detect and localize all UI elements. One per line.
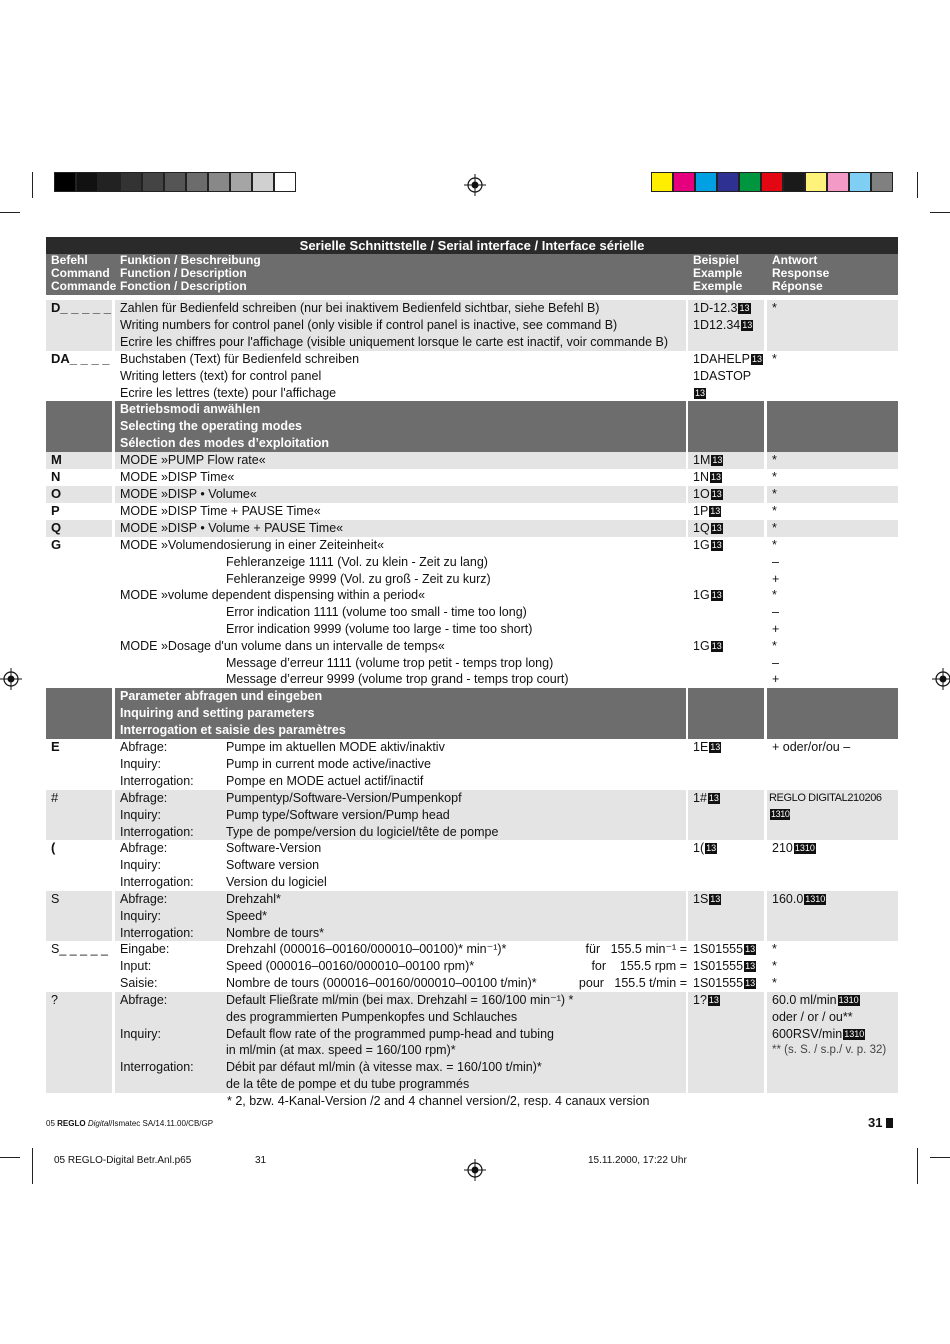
table-header: [46, 254, 898, 295]
command-d: D_ _ _ _ _: [46, 300, 112, 351]
cr-marker: 13: [745, 960, 756, 971]
example: 1G 13 1G 13 1G 13: [693, 538, 722, 653]
page-number: 31: [868, 1115, 893, 1130]
crop-mark: [32, 1148, 33, 1184]
cr-marker: 13: [710, 894, 721, 904]
command-da: DA_ _ _ _: [51, 351, 110, 366]
table-row: [46, 300, 898, 351]
cr-marker: 1310: [844, 1028, 865, 1039]
slug-file: 05 REGLO-Digital Betr.Anl.p65: [54, 1155, 192, 1166]
table-row: [46, 537, 898, 688]
table-title: Serielle Schnittstelle / Serial interface / Interface sérielle: [46, 237, 898, 254]
color-swatch: [805, 172, 827, 192]
header-function: Funktion / Beschreibung Function / Description Fonction / Description: [120, 253, 261, 293]
table-row: N MODE »DISP Time« 1N 13 *: [51, 469, 777, 484]
table-row: [46, 351, 898, 401]
crop-mark: [930, 1157, 950, 1158]
cr-marker: 1310: [794, 843, 815, 853]
description: MODE »Volumendosierung in einer Zeiteinheit« Fehleranzeige 1111 (Vol. zu klein - Zeit zu lang) Fehleranzeige 9999 (Vol. zu groß - Zeit zu kurz) MODE »volume dependent dispensing within a period« Error indication 1111 (volume too small - time too long) Error indication 9999 (volume too large - time too short) MODE »Dosage d'un volume dans un intervalle de temps« Message d’erreur 1111 (volume trop petit - temps trop long) Message d’erreur 9999 (volume trop grand - temps trop court): [120, 538, 569, 687]
registration-mark-icon: [464, 174, 486, 196]
color-swatch: [651, 172, 673, 192]
cr-marker: 13: [711, 523, 722, 533]
table-row: # Abfrage: Pumpentyp/Software-Version/Pumpenkopf Inquiry: Pump type/Software version/Pump head Interrogation: Type de pompe/version du logiciel/tête de pompe 1# 13 REGLO DIGITAL2102061310: [46, 790, 898, 840]
color-swatch: [673, 172, 695, 192]
cr-marker: 13: [711, 590, 722, 601]
color-swatch: [739, 172, 761, 192]
gray-swatch: [164, 172, 186, 192]
cr-marker: 13: [711, 540, 722, 550]
table-row: P MODE »DISP Time + PAUSE Time« 1P 13 *: [51, 503, 777, 518]
example: 1D-12.3 13 1D12.34 13: [688, 300, 764, 351]
crop-mark: [930, 212, 950, 213]
table-row: S Abfrage: Drehzahl* Inquiry: Speed* Interrogation: Nombre de tours* 1S 13 160.0 1310: [46, 891, 898, 941]
cr-marker: 13: [708, 793, 719, 803]
table-row: Q MODE »DISP • Volume + PAUSE Time« 1Q 13 *: [46, 520, 898, 537]
header-command: Befehl Command Commande: [51, 253, 117, 293]
cr-marker: 13: [711, 489, 722, 499]
gray-swatch: [98, 172, 120, 192]
cr-marker: 13: [708, 995, 719, 1005]
gray-swatch: [230, 172, 252, 192]
cr-marker: 13: [751, 354, 762, 364]
cr-marker: 13: [742, 319, 753, 330]
color-swatch: [761, 172, 783, 192]
cr-marker: 13: [706, 843, 717, 853]
cr-marker: 13: [711, 640, 722, 651]
footnote: * 2, bzw. 4-Kanal-Version /2 and 4 channel version/2, resp. 4 canaux version: [227, 1094, 650, 1108]
cr-marker: 13: [712, 455, 723, 465]
response: *: [772, 352, 777, 366]
response: *: [767, 300, 898, 351]
table-row: ( Abfrage: Software-Version Inquiry: Software version Interrogation: Version du logiciel 1( 13 210 1310: [51, 840, 815, 889]
color-swatch: [827, 172, 849, 192]
color-swatch: [695, 172, 717, 192]
crop-mark: [917, 172, 918, 198]
cr-marker: 13: [710, 506, 721, 516]
page-footer-info: 05 REGLO Digital/Ismatec SA/14.11.00/CB/GP: [46, 1119, 214, 1128]
response: * – + * – + * – +: [772, 538, 780, 687]
cr-marker: 1310: [771, 808, 790, 819]
cr-marker: 13: [710, 742, 721, 752]
slug-date: 15.11.2000, 17:22 Uhr: [588, 1155, 687, 1166]
gray-swatch: [142, 172, 164, 192]
color-swatch: [717, 172, 739, 192]
description: Buchstaben (Text) für Bedienfeld schreiben Writing letters (text) for control panel Ecrire les lettres (texte) pour l'affichage: [120, 352, 360, 400]
cr-marker: 13: [745, 977, 756, 988]
cr-marker: 13: [710, 472, 721, 482]
table-row: O MODE »DISP • Volume« 1O 13 *: [46, 486, 898, 503]
registration-mark-icon: [0, 668, 22, 690]
registration-mark-icon: [932, 668, 950, 690]
example: 1DAHELP 13 1DASTOP13: [688, 351, 764, 401]
cr-marker: 1310: [838, 995, 859, 1005]
header-response: Antwort Response Réponse: [772, 253, 830, 293]
table-row: S_ _ _ _ _ Eingabe: Drehzahl (000016–00160/000010–00100)* min⁻¹)* für 155.5 min⁻¹ = Input: Speed (000016–00160/000010–00100 rpm)* for 155.5 rpm = Saisie: Nombre de tours (000016–00160/000010–00100 t/min)* pour 155.5 t/min = 1S01555 13 1S01555 13 1S01555 13 * * *: [51, 942, 777, 990]
gray-swatch: [274, 172, 296, 192]
slug-page: 31: [255, 1155, 267, 1166]
gray-swatch: [186, 172, 208, 192]
color-swatch: [783, 172, 805, 192]
table-row: M MODE »PUMP Flow rate« 1M 13 *: [46, 452, 898, 469]
cr-marker: 13: [745, 944, 756, 954]
gray-swatch: [252, 172, 274, 192]
crop-mark: [32, 172, 33, 198]
cr-marker: 13: [739, 303, 750, 313]
table-row: ? Abfrage: Default Fließrate ml/min (bei max. Drehzahl = 160/100 min⁻¹) * des programmierten Pumpenkopfes und Schlauches Inquiry: Default flow rate of the programmed pump-head and tubing in ml/min (at max. speed = 160/100 rpm)* Interrogation: Débit par défaut ml/min (à vitesse max. = 160/100 t/min)* de la tête de pompe et du tube programmés 1? 13 60.0 ml/min 1310 oder / or / ou** 600RSV/min 1310 ** (s. S. / s.p./ v. p. 32): [46, 992, 898, 1093]
crop-mark: [0, 212, 20, 213]
gray-swatch: [120, 172, 142, 192]
gray-swatch: [76, 172, 98, 192]
description: Zahlen für Bedienfeld schreiben (nur bei inaktivem Bedienfeld sichtbar, siehe Befehl B) Writing numbers for control panel (only visible if control panel is inactive, see command B) Ecrire les chiffres pour l'affichage (visible uniquement lorsque le carte est inactif, voir commande B): [115, 300, 686, 351]
crop-mark: [0, 1157, 20, 1158]
section-header: Parameter abfragen und eingeben Inquiring and setting parameters Interrogation et saisie des paramètres: [46, 688, 898, 739]
cr-marker: 1310: [805, 894, 826, 904]
cr-marker: 13: [695, 387, 706, 398]
gray-swatch: [208, 172, 230, 192]
command-g: G: [51, 537, 62, 552]
header-example: Beispiel Example Exemple: [693, 253, 743, 293]
section-header: Betriebsmodi anwählen Selecting the operating modes Sélection des modes d’exploitation: [46, 401, 898, 452]
table-row: E Abfrage: Pumpe im aktuellen MODE aktiv/inaktiv Inquiry: Pump in current mode active/inactive Interrogation: Pompe en MODE actuel actif/inactif 1E 13 + oder/or/ou –: [51, 739, 851, 788]
color-swatch: [871, 172, 893, 192]
crop-mark: [917, 1148, 918, 1184]
color-swatch: [849, 172, 871, 192]
gray-swatch: [54, 172, 76, 192]
registration-mark-icon: [464, 1159, 486, 1181]
serial-interface-table: [46, 237, 898, 1111]
